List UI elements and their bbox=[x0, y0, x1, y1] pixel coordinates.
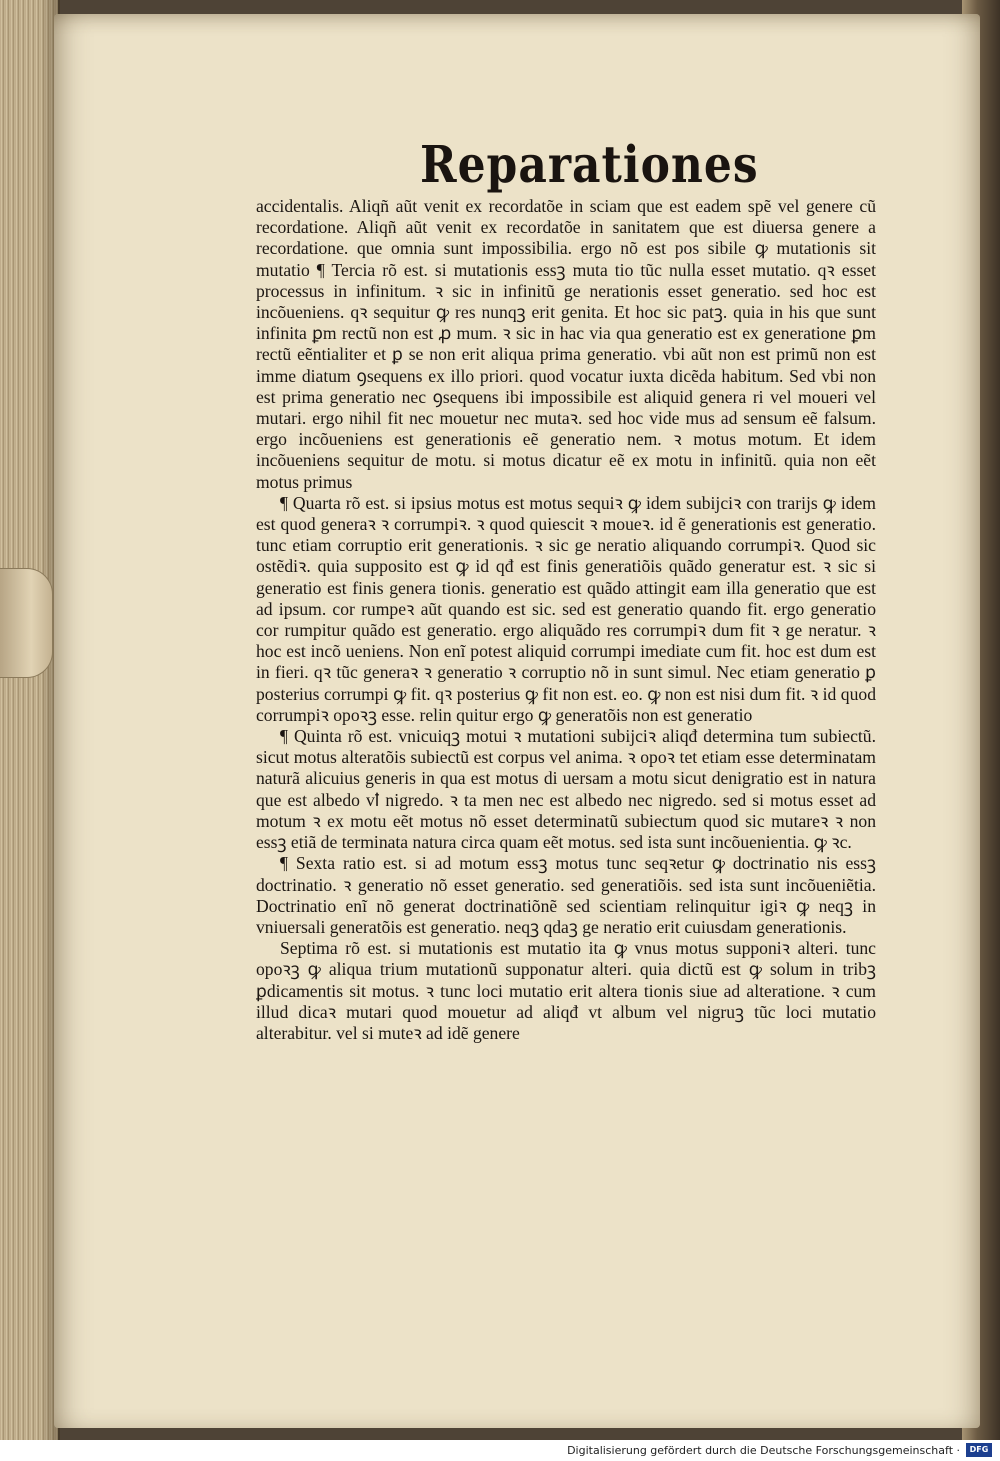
footer-bar bbox=[0, 1440, 1000, 1461]
text-block: accidentalis. Aliqñ aũt venit ex recordatõe in sciam que est eadem spẽ vel genere cũ recordatione. Aliqñ aũt venit ex recordatõe in sanitatem que est diuersa genere a recordatione. que omnia sunt impossibilia. ergo nõ est pos sibile ꝙ mutationis sit mutatio ¶ Tercia rõ est. si mutationis essꝫ muta tio tũc nulla esset mutatio. qꝛ esset processus in infinitum. ꝛ sic in infinitũ ge nerationis esset generatio. sed hoc est incõueniens. qꝛ sequitur ꝙ res nunqꝫ erit genita. Et hoc sic patꝫ. quia in his que sunt infinita ꝑm rectũ non est ꝓ mum. ꝛ sic in hac via qua generatio est ex generatione ꝑm rectũ eẽntialiter et ꝑ se non erit aliqua prima generatio. vbi aũt non est primũ non est imme diatum ꝯsequens ex illo priori. quod vocatur iuxta dicẽda habitum. Sed vbi non est prima generatio nec ꝯsequens ibi impossibile est aliquid genera ri vel moueri vel mutari. ergo nihil fit nec mouetur nec mutaꝛ. sed hoc vide mus ad sensum eẽ falsum. ergo incõueniens est generationis eẽ generatio nem. ꝛ motus motum. Et idem incõueniens sequitur de motu. si motus dicatur eẽ ex motu in infinitũ. quia non eẽt motus primus bbox=[256, 196, 876, 492]
book-clasp bbox=[0, 568, 53, 678]
page-body-text bbox=[256, 196, 876, 1044]
paragraph: ¶ Sexta ratio est. si ad motum essꝫ motus tunc seqꝛetur ꝙ doctrinatio nis essꝫ doctrinatio. ꝛ generatio nõ esset generatio. sed generatiõis. sed ista sunt incõueniẽtia. Doctrinatio enĩ nõ generat doctrinatiõnẽ sed scientiam relinquitur igiꝛ ꝙ neqꝫ in vniuersali generatõis est generatio. neqꝫ qdaꝫ ge neratio erit cuiusdam generationis. bbox=[256, 853, 876, 937]
dfg-logo-icon: DFG bbox=[966, 1443, 992, 1457]
paragraph: Septima rõ est. si mutationis est mutatio ita ꝙ vnus motus supponiꝛ alteri. tunc opoꝛꝫ ꝙ aliqua trium mutationũ supponatur alteri. quia dictũ est ꝙ solum in tribꝫ ꝑdicamentis sit motus. ꝛ tunc loci mutatio erit altera tionis siue ad alteratione. ꝛ cum illud dicaꝛ mutari quod mouetur ad aliqđ vt album vel nigruꝫ tũc loci mutatio alterabitur. vel si muteꝛ ad idẽ genere bbox=[256, 938, 876, 1043]
funding-credit: Digitalisierung gefördert durch die Deutsche Forschungsgemeinschaft · bbox=[567, 1444, 960, 1457]
paragraph: ¶ Quinta rõ est. vnicuiqꝫ motui ꝛ mutationi subijciꝛ aliqđ determina tum subiectũ. sicut motus alteratõis subiectũ est corpus vel anima. ꝛ opoꝛ tet etiam esse determinatam naturã alicuius generis in qua est motus di uersam a motu sicut denigratio est in natura que est albedo vꝉ nigredo. ꝛ ta men nec est albedo nec nigredo. sed si motus esset ad motum ꝛ ex motu eẽt motus nõ esset determinatũ subiectum quod sic mutareꝛ ꝛ non essꝫ etiã de terminata natura circa quam eẽt motus. sed ista sunt incõuenientia. ꝙ ꝛc. bbox=[256, 726, 876, 853]
paragraph: ¶ Quarta rõ est. si ipsius motus est motus sequiꝛ ꝙ idem subijciꝛ con trarijs ꝙ idem est quod generaꝛ ꝛ corrumpiꝛ. ꝛ quod quiescit ꝛ moueꝛ. id ẽ generationis est generatio. tunc etiam corruptio erit generationis. ꝛ sic ge neratio aliquando corrumpiꝛ. Quod sic ostẽdiꝛ. quia supposito est ꝙ id qđ est finis generatiõis quãdo generatur est. ꝛ sic si generatio est finis genera tionis. generatio est quãdo attingit eam illa generatio que est ad ipsum. cor rumpeꝛ aũt quando est sic. sed est generatio quando fit. ergo generatio cor rumpitur quãdo est generatio. ergo aliquãdo res corrumpiꝛ dum fit ꝛ ge neratur. ꝛ hoc est incõ ueniens. Non enĩ potest aliquid corrumpi imediate cum fit. hoc est dum est in fieri. qꝛ tũc generaꝛ ꝛ generatio ꝛ corruptio nõ in sunt simul. Nec etiam generatio ꝑ posterius corrumpi ꝙ fit. qꝛ posterius ꝙ fit non est. eo. ꝙ non est nisi dum fit. ꝛ id quod corrumpiꝛ opoꝛꝫ esse. relin quitur ergo ꝙ generatõis non est generatio bbox=[256, 492, 876, 725]
running-head: Reparationes bbox=[420, 136, 759, 195]
